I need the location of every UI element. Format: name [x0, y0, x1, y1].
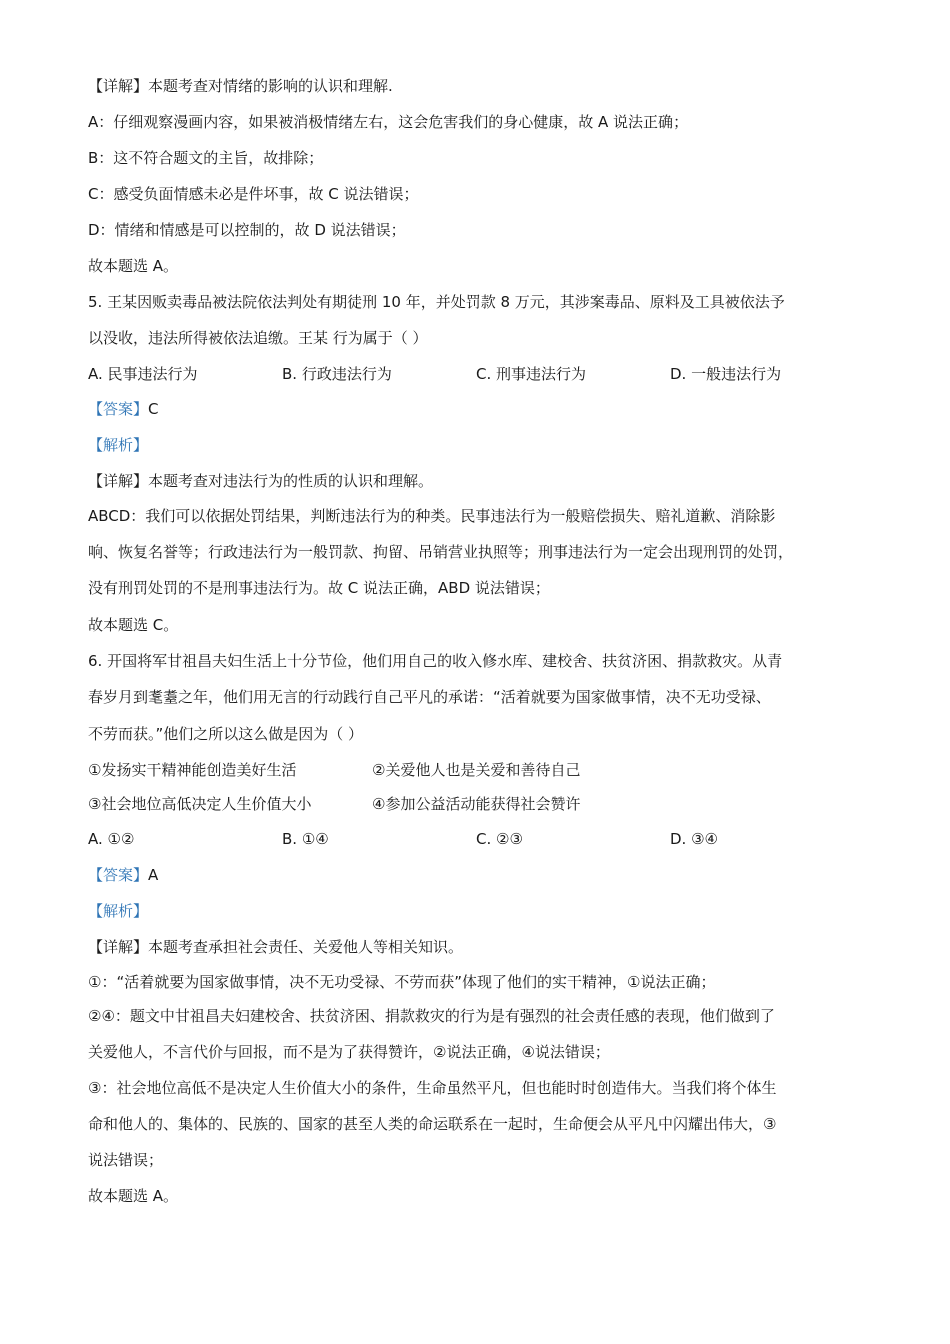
q5-conclusion: 故本题选 C。	[88, 616, 179, 634]
q6-answer-label: 【答案】	[88, 866, 149, 884]
q6-stem-line2: 春岁月到耄耋之年，他们用无言的行动践行自己平凡的承诺：“活着就要为国家做事情，决不无功受禄、	[88, 688, 771, 706]
q5-option-c: C. 刑事违法行为	[476, 365, 587, 383]
q6-option-d: D. ③④	[670, 830, 718, 848]
q6-explain-3-line2: 命和他人的、集体的、民族的、国家的甚至人类的命运联系在一起时，生命便会从平凡中闪耀出伟大，③	[88, 1115, 777, 1133]
q5-stem-line1: 5. 王某因贩卖毒品被法院依法判处有期徒刑 10 年，并处罚款 8 万元，其涉案毒品、原料及工具被依法予	[88, 293, 785, 311]
q6-item-2: ②关爱他人也是关爱和善待自己	[372, 761, 581, 779]
q6-stem-line3: 不劳而获。”他们之所以这么做是因为（ ）	[88, 725, 364, 743]
q6-option-a: A. ①②	[88, 830, 135, 848]
q5-detail: 【详解】本题考查对违法行为的性质的认识和理解。	[88, 472, 434, 490]
q5-answer-label: 【答案】	[88, 400, 149, 418]
q4-detail: 【详解】本题考查对情绪的影响的认识和理解.	[88, 77, 393, 95]
q5-answer-value: C	[148, 400, 159, 418]
q4-explain-b: B：这不符合题文的主旨，故排除；	[88, 149, 324, 167]
q4-explain-a: A：仔细观察漫画内容，如果被消极情绪左右，这会危害我们的身心健康，故 A 说法正确；	[88, 113, 689, 131]
q5-stem-line2: 以没收，违法所得被依法追缴。王某 行为属于（ ）	[88, 329, 428, 347]
q4-explain-c: C：感受负面情感未必是件坏事，故 C 说法错误；	[88, 185, 419, 203]
q6-stem-line1: 6. 开国将军甘祖昌夫妇生活上十分节俭，他们用自己的收入修水库、建校舍、扶贫济困、捐款救灾。从青	[88, 652, 783, 670]
q6-item-1: ①发扬实干精神能创造美好生活	[88, 761, 297, 779]
q6-item-3: ③社会地位高低决定人生价值大小	[88, 795, 312, 813]
q4-explain-d: D：情绪和情感是可以控制的，故 D 说法错误；	[88, 221, 406, 239]
q6-explain-24-line1: ②④：题文中甘祖昌夫妇建校舍、扶贫济困、捐款救灾的行为是有强烈的社会责任感的表现，他们做到了	[88, 1007, 775, 1025]
q6-analysis-label: 【解析】	[88, 902, 149, 920]
q5-abcd-line2: 响、恢复名誉等；行政违法行为一般罚款、拘留、吊销营业执照等；刑事违法行为一定会出现刑罚的处罚，	[88, 543, 794, 561]
q4-conclusion: 故本题选 A。	[88, 257, 179, 275]
q5-abcd-line1: ABCD：我们可以依据处罚结果，判断违法行为的种类。民事违法行为一般赔偿损失、赔礼道歉、消除影	[88, 507, 776, 525]
q5-analysis-label: 【解析】	[88, 436, 149, 454]
q5-option-d: D. 一般违法行为	[670, 365, 782, 383]
q5-answer	[88, 398, 870, 420]
q6-explain-3-line3: 说法错误；	[88, 1151, 164, 1169]
q6-detail: 【详解】本题考查承担社会责任、关爱他人等相关知识。	[88, 938, 464, 956]
q6-answer-value: A	[148, 866, 159, 884]
q6-explain-3-line1: ③：社会地位高低不是决定人生价值大小的条件，生命虽然平凡，但也能时时创造伟大。当我们将个体生	[88, 1079, 777, 1097]
q5-abcd-line3: 没有刑罚处罚的不是刑事违法行为。故 C 说法正确，ABD 说法错误；	[88, 579, 550, 597]
q6-item-4: ④参加公益活动能获得社会赞许	[372, 795, 581, 813]
q5-option-b: B. 行政违法行为	[282, 365, 392, 383]
q6-conclusion: 故本题选 A。	[88, 1187, 179, 1205]
q6-explain-1: ①：“活着就要为国家做事情，决不无功受禄、不劳而获”体现了他们的实干精神，①说法正确；	[88, 973, 716, 991]
q6-explain-24-line2: 关爱他人，不言代价与回报，而不是为了获得赞许，②说法正确，④说法错误；	[88, 1043, 610, 1061]
q6-answer	[88, 864, 870, 886]
q6-option-b: B. ①④	[282, 830, 329, 848]
q5-option-a: A. 民事违法行为	[88, 365, 198, 383]
q6-option-c: C. ②③	[476, 830, 523, 848]
